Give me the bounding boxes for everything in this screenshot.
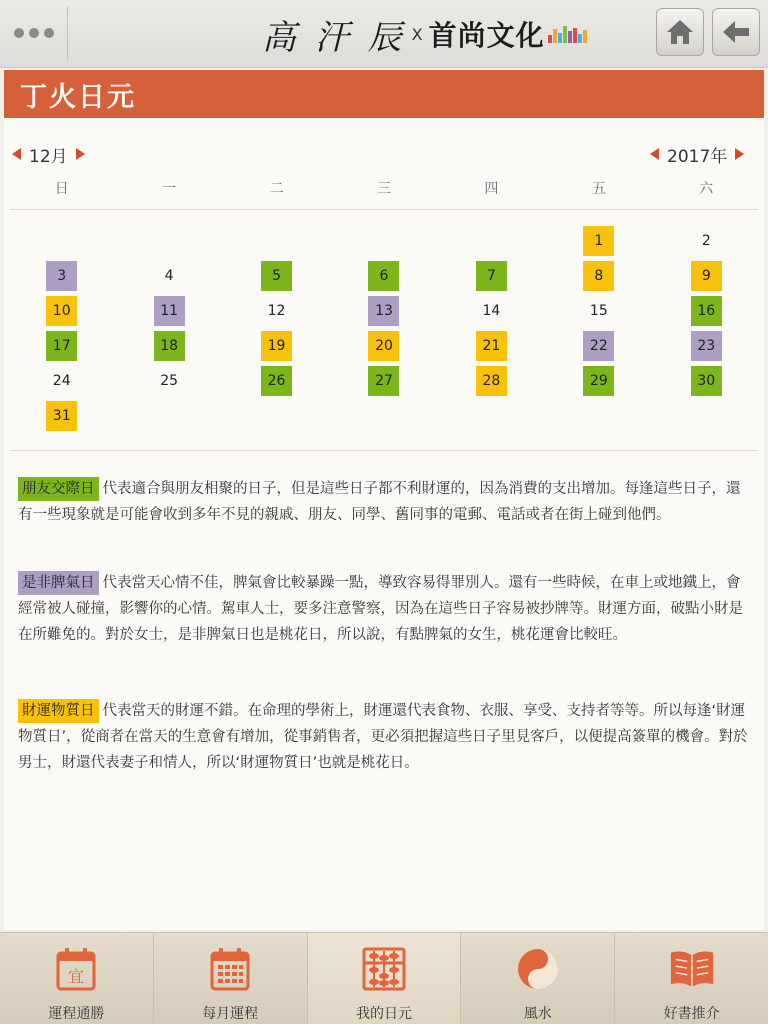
back-button[interactable] bbox=[712, 8, 760, 56]
bottom-tab-bar bbox=[0, 932, 768, 1024]
legend-friends-day bbox=[18, 476, 748, 528]
weekday-label: 四 bbox=[484, 181, 499, 197]
calendar-cell bbox=[223, 223, 330, 258]
calendar-cell bbox=[115, 363, 222, 398]
calendar-day[interactable]: 12 bbox=[267, 302, 286, 319]
tab-monthly[interactable] bbox=[153, 933, 307, 1024]
almanac-calendar-icon bbox=[52, 945, 100, 993]
calendar-day-purple[interactable]: 3 bbox=[46, 261, 77, 291]
page-title-banner bbox=[4, 70, 764, 118]
year-selector bbox=[650, 140, 744, 168]
calendar-day-yellow[interactable]: 8 bbox=[583, 261, 614, 291]
calendar-day[interactable]: 14 bbox=[482, 302, 501, 319]
calendar-day-green[interactable]: 30 bbox=[691, 366, 722, 396]
calendar-cell bbox=[545, 328, 652, 363]
calendar-day-green[interactable]: 26 bbox=[261, 366, 292, 396]
weekday-label: 一 bbox=[162, 181, 177, 197]
tag-temper-day: 是非脾氣日 bbox=[18, 571, 99, 595]
calendar-cell bbox=[438, 223, 545, 258]
calendar-day-green[interactable]: 7 bbox=[476, 261, 507, 291]
calendar-cell bbox=[438, 258, 545, 293]
calendar-day-yellow[interactable]: 19 bbox=[261, 331, 292, 361]
calendar-cell bbox=[115, 293, 222, 328]
calendar-cell bbox=[438, 363, 545, 398]
calendar-cell bbox=[545, 223, 652, 258]
calendar-day-yellow[interactable]: 31 bbox=[46, 401, 77, 431]
brand-name: 首尚文化 bbox=[428, 19, 545, 52]
home-icon bbox=[665, 18, 695, 46]
calendar-cell bbox=[545, 363, 652, 398]
calendar-cell bbox=[223, 293, 330, 328]
tab-book-recommend[interactable] bbox=[614, 933, 768, 1024]
back-arrow-icon bbox=[721, 19, 751, 45]
calendar-cell bbox=[115, 398, 222, 433]
prev-month-arrow-icon[interactable] bbox=[12, 148, 21, 160]
calendar-day-yellow[interactable]: 20 bbox=[368, 331, 399, 361]
calendar-cell bbox=[653, 363, 760, 398]
abacus-icon bbox=[360, 945, 408, 993]
next-month-arrow-icon[interactable] bbox=[76, 148, 85, 160]
tab-label: 我的日元 bbox=[355, 1006, 412, 1022]
calendar-cell bbox=[653, 293, 760, 328]
calendar-cell bbox=[653, 398, 760, 433]
year-label: 2017年 bbox=[667, 146, 728, 167]
calendar-day-purple[interactable]: 23 bbox=[691, 331, 722, 361]
calendar-cell bbox=[330, 258, 437, 293]
tab-label: 好書推介 bbox=[663, 1006, 720, 1022]
brand-logo bbox=[262, 12, 587, 56]
calendar-day-green[interactable]: 6 bbox=[368, 261, 399, 291]
calendar-cell bbox=[8, 398, 115, 433]
calendar-grid bbox=[8, 223, 760, 433]
weekday-header bbox=[8, 178, 760, 202]
yin-yang-icon bbox=[514, 945, 562, 993]
calendar-day-green[interactable]: 17 bbox=[46, 331, 77, 361]
brand-calligraphy: 高 汗 辰 bbox=[262, 17, 406, 58]
calendar-cell bbox=[653, 258, 760, 293]
calendar-cell bbox=[330, 363, 437, 398]
skyline-graphic bbox=[548, 25, 587, 43]
tab-label: 每月運程 bbox=[202, 1006, 259, 1022]
open-book-icon bbox=[668, 945, 716, 993]
tab-label: 風水 bbox=[523, 1006, 552, 1022]
calendar-day-yellow[interactable]: 1 bbox=[583, 226, 614, 256]
calendar-day-green[interactable]: 18 bbox=[154, 331, 185, 361]
next-year-arrow-icon[interactable] bbox=[735, 148, 744, 160]
calendar-day-yellow[interactable]: 10 bbox=[46, 296, 77, 326]
calendar-cell bbox=[545, 293, 652, 328]
page-title: 丁火日元 bbox=[20, 81, 136, 113]
calendar-day[interactable]: 24 bbox=[52, 372, 71, 389]
calendar-day[interactable]: 25 bbox=[160, 372, 179, 389]
calendar-day-purple[interactable]: 13 bbox=[368, 296, 399, 326]
weekday-label: 五 bbox=[591, 181, 606, 197]
calendar-cell bbox=[330, 398, 437, 433]
month-selector bbox=[12, 140, 85, 168]
calendar-day[interactable]: 2 bbox=[701, 232, 711, 249]
calendar-day-green[interactable]: 16 bbox=[691, 296, 722, 326]
calendar-day-purple[interactable]: 11 bbox=[154, 296, 185, 326]
prev-year-arrow-icon[interactable] bbox=[650, 148, 659, 160]
brand-x: X bbox=[411, 24, 423, 44]
legend-text: 代表當天心情不佳，脾氣會比較暴躁一點，導致容易得罪別人。還有一些時候，在車上或地鐵上，會經常被人碰撞，影響你的心情。駕車人士，要多注意警察，因為在這些日子容易被抄牌等。財運方面，破點小財是在所難免的。對於女士，是非脾氣日也是桃花日，所以說，有點脾氣的女生，桃花運會比較旺。 bbox=[18, 575, 743, 643]
tab-almanac[interactable] bbox=[0, 933, 153, 1024]
calendar-cell bbox=[8, 293, 115, 328]
month-label: 12月 bbox=[29, 146, 68, 167]
home-button[interactable] bbox=[656, 8, 704, 56]
calendar-day-yellow[interactable]: 28 bbox=[476, 366, 507, 396]
weekday-label: 二 bbox=[269, 181, 284, 197]
divider bbox=[10, 450, 758, 451]
calendar-cell bbox=[438, 398, 545, 433]
calendar-cell bbox=[438, 328, 545, 363]
calendar-cell bbox=[330, 328, 437, 363]
weekday-label: 三 bbox=[376, 181, 391, 197]
calendar-day-yellow[interactable]: 21 bbox=[476, 331, 507, 361]
calendar-cell bbox=[223, 258, 330, 293]
svg-text:宜: 宜 bbox=[68, 967, 85, 986]
calendar-day[interactable]: 4 bbox=[164, 267, 174, 284]
calendar-cell bbox=[653, 328, 760, 363]
calendar-cell bbox=[115, 328, 222, 363]
calendar-cell bbox=[330, 223, 437, 258]
calendar-day[interactable]: 15 bbox=[589, 302, 608, 319]
calendar-cell bbox=[115, 223, 222, 258]
calendar-cell bbox=[330, 293, 437, 328]
tab-my-day-master[interactable] bbox=[307, 933, 461, 1024]
monthly-calendar-icon bbox=[206, 945, 254, 993]
calendar-day-yellow[interactable]: 9 bbox=[691, 261, 722, 291]
calendar-cell bbox=[223, 328, 330, 363]
calendar-cell bbox=[115, 258, 222, 293]
weekday-label: 日 bbox=[54, 181, 69, 197]
tag-wealth-day: 財運物質日 bbox=[18, 699, 99, 723]
weekday-label: 六 bbox=[699, 181, 714, 197]
calendar-cell bbox=[653, 223, 760, 258]
calendar-cell bbox=[223, 398, 330, 433]
more-dots-icon[interactable] bbox=[0, 0, 68, 66]
legend-text: 代表當天的財運不錯。在命理的學術上，財運還代表食物、衣服、享受、支持者等等。所以每逢‘財運物質日’，從商者在當天的生意會有增加，從事銷售者，更必須把握這些日子里見客戶，以便提高簽單的機會。對於男士，財還代表妻子和情人，所以‘財運物質日’也就是桃花日。 bbox=[18, 703, 748, 771]
calendar-cell bbox=[223, 363, 330, 398]
legend-temper-day bbox=[18, 570, 748, 648]
tab-label: 運程通勝 bbox=[48, 1006, 105, 1022]
legend-wealth-day bbox=[18, 698, 748, 776]
calendar-cell bbox=[8, 258, 115, 293]
divider bbox=[10, 209, 758, 210]
legend-text: 代表適合與朋友相聚的日子，但是這些日子都不利財運的，因為消費的支出增加。每逢這些日子，還有一些現象就是可能會收到多年不見的親戚、朋友、同學、舊同事的電郵、電話或者在街上碰到他們。 bbox=[18, 481, 741, 523]
calendar-day-purple[interactable]: 22 bbox=[583, 331, 614, 361]
calendar-cell bbox=[8, 328, 115, 363]
calendar-day-green[interactable]: 5 bbox=[261, 261, 292, 291]
calendar-cell bbox=[8, 363, 115, 398]
top-bar bbox=[0, 0, 768, 68]
calendar-day-green[interactable]: 27 bbox=[368, 366, 399, 396]
calendar-day-green[interactable]: 29 bbox=[583, 366, 614, 396]
tag-friends-day: 朋友交際日 bbox=[18, 477, 99, 501]
calendar-cell bbox=[8, 223, 115, 258]
calendar-cell bbox=[545, 258, 652, 293]
calendar-cell bbox=[438, 293, 545, 328]
calendar-cell bbox=[545, 398, 652, 433]
tab-feng-shui[interactable] bbox=[460, 933, 614, 1024]
